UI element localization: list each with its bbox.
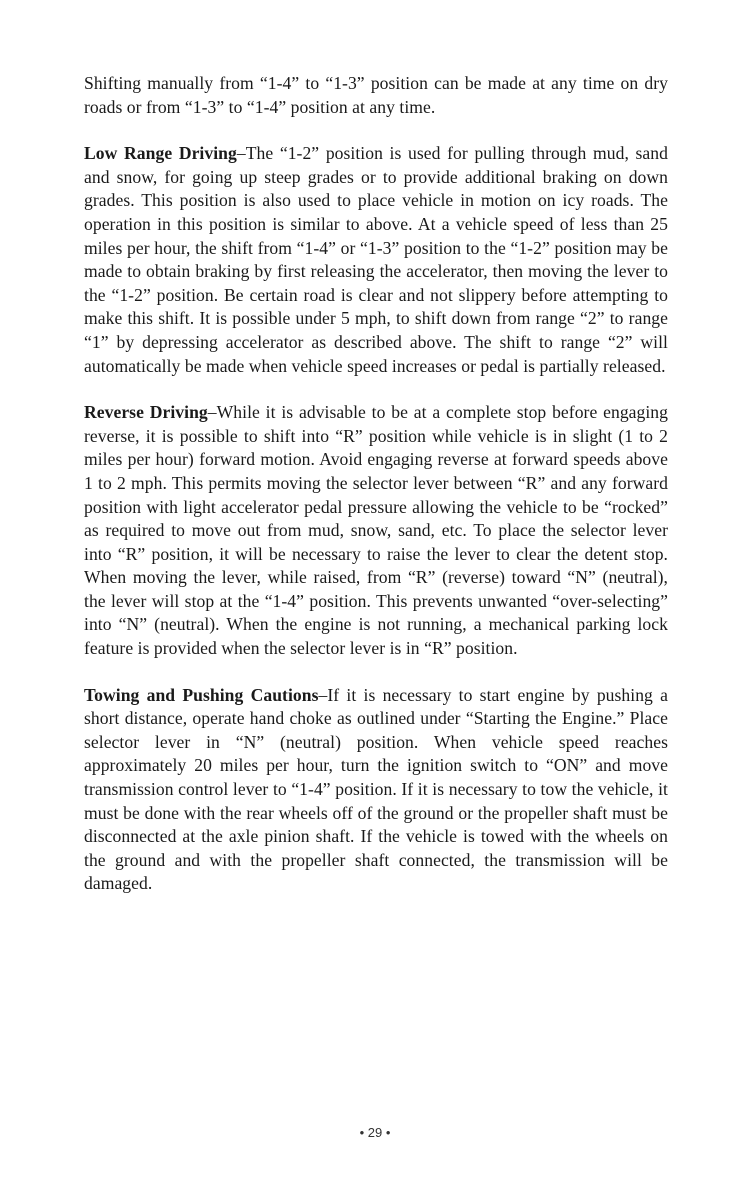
paragraph-towing-pushing-cautions [84,684,668,896]
section-heading-low-range-driving: Low Range Driving [84,143,237,164]
paragraph-body: While it is advisable to be at a complete stop before engaging reverse, it is possible to shift into “R” position while vehicle is in slight (1 to 2 miles per hour) forward motion. Avoid engaging reverse at forward speeds above 1 to 2 mph. This permits moving the selector lever between “R” and any forward position with light accelerator pedal pressure allowing the vehicle to be “rocked” as required to move out from mud, snow, sand, etc. To place the selector lever into “R” position, it will be necessary to raise the lever to clear the detent stop. When moving the lever, while raised, from “R” (reverse) toward “N” (neutral), the lever will stop at the “1-4” position. This prevents unwanted “over-selecting” into “N” (neutral). When the engine is not running, a mechanical parking lock feature is provided when the selector lever is in “R” position. [84,402,668,659]
heading-separator: – [207,402,217,423]
paragraph-body: Shifting manually from “1-4” to “1-3” position can be made at any time on dry roads or from “1-3” to “1-4” position at any time. [84,73,668,117]
paragraph-reverse-driving [84,401,668,661]
document-page [84,72,668,896]
paragraph-body: The “1-2” position is used for pulling through mud, sand and snow, for going up steep grades or to provide additional braking on down grades. This position is also used to place vehicle in motion on icy roads. The operation in this position is similar to above. At a vehicle speed of less than 25 miles per hour, the shift from “1-4” or “1-3” position to the “1-2” position may be made to obtain braking by first releasing the accelerator, then moving the lever to the “1-2” position. Be certain road is clear and not slippery before attempting to make this shift. It is possible under 5 mph, to shift down from range “2” to range “1” by depressing accelerator as described above. The shift to range “2” will automatically be made when vehicle speed increases or pedal is partially released. [84,143,668,376]
paragraph-body: If it is necessary to start engine by pushing a short distance, operate hand choke as outlined under “Starting the Engine.” Place selector lever in “N” (neutral) position. When vehicle speed reaches approximately 20 miles per hour, turn the ignition switch to “ON” and move transmission control lever to “1-4” position. If it is necessary to tow the vehicle, it must be done with the rear wheels off of the ground or the propeller shaft must be disconnected at the axle pinion shaft. If the vehicle is towed with the wheels on the ground and with the propeller shaft connected, the transmission will be damaged. [84,684,668,894]
paragraph-low-range-driving [84,142,668,378]
paragraph-manual-shifting [84,72,668,119]
section-heading-reverse-driving: Reverse Driving [84,402,208,423]
page-number: • 29 • [359,1125,391,1140]
heading-separator: – [318,684,328,705]
heading-separator: – [236,143,246,164]
section-heading-towing-pushing-cautions: Towing and Pushing Cautions [84,684,319,705]
